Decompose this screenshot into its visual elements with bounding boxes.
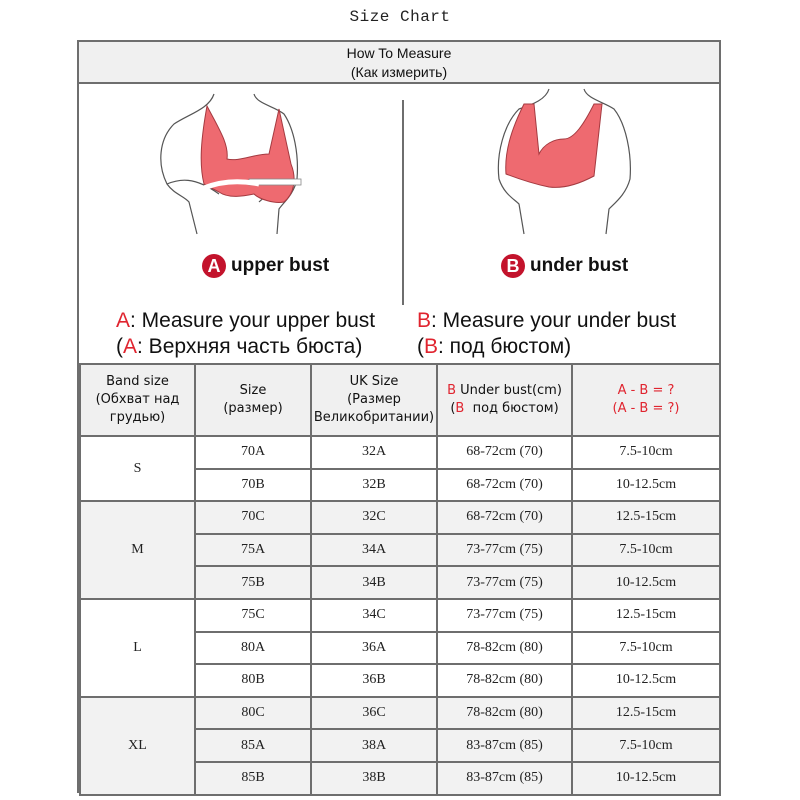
band-size-cell: XL [80, 697, 195, 795]
instruction-a-text-ru: : Верхняя часть бюста) [137, 335, 363, 358]
uk-size-cell: 38B [311, 762, 437, 795]
header-size [195, 364, 311, 436]
instruction-b-letter: B [417, 309, 432, 332]
upper-bust-measure-illustration-icon [79, 84, 404, 254]
size-cell: 70A [195, 436, 311, 469]
header-uk-size [311, 364, 437, 436]
under-bust-cell: 78-82cm (80) [437, 664, 572, 697]
header-text: Великобритании) [313, 410, 435, 425]
difference-cell: 12.5-15cm [572, 599, 720, 632]
difference-cell: 12.5-15cm [572, 697, 720, 730]
header-text: A - B = ? [617, 383, 675, 398]
upper-bust-caption: upper bust [231, 255, 330, 276]
uk-size-cell: 32A [311, 436, 437, 469]
difference-cell: 7.5-10cm [572, 436, 720, 469]
how-to-measure-header [79, 42, 719, 84]
size-cell: 75C [195, 599, 311, 632]
uk-size-cell: 34A [311, 534, 437, 567]
uk-size-cell: 34C [311, 599, 437, 632]
under-bust-cell: 68-72cm (70) [437, 469, 572, 502]
header-text: (A - B = ?) [612, 401, 680, 416]
header-text: UK Size [349, 374, 399, 389]
header-text: Band size [106, 374, 169, 389]
difference-cell: 10-12.5cm [572, 762, 720, 795]
table-row [80, 436, 720, 469]
under-bust-label [501, 254, 628, 278]
header-text: Size [239, 383, 267, 398]
paren: ( [116, 335, 123, 358]
size-cell: 70C [195, 501, 311, 534]
under-bust-cell: 73-77cm (75) [437, 534, 572, 567]
difference-cell: 7.5-10cm [572, 729, 720, 762]
under-bust-cell: 83-87cm (85) [437, 729, 572, 762]
uk-size-cell: 36C [311, 697, 437, 730]
header-band-size [80, 364, 195, 436]
instruction-a-letter: A [116, 309, 131, 332]
under-bust-cell: 73-77cm (75) [437, 566, 572, 599]
header-text: (Размер [347, 392, 401, 407]
how-to-measure-title: How To Measure [346, 45, 452, 61]
band-size-cell: M [80, 501, 195, 599]
size-cell: 75B [195, 566, 311, 599]
header-difference [572, 364, 720, 436]
under-bust-cell: 73-77cm (75) [437, 599, 572, 632]
under-bust-cell: 78-82cm (80) [437, 632, 572, 665]
uk-size-cell: 32C [311, 501, 437, 534]
header-red-letter: B [455, 401, 465, 416]
upper-bust-illustration-panel [79, 84, 404, 292]
size-cell: 85A [195, 729, 311, 762]
uk-size-cell: 38A [311, 729, 437, 762]
instruction-b-letter-ru: B [424, 335, 439, 358]
header-text: грудью) [109, 410, 166, 425]
badge-b: B [501, 254, 525, 278]
uk-size-cell: 36B [311, 664, 437, 697]
table-row [80, 501, 720, 534]
difference-cell: 7.5-10cm [572, 534, 720, 567]
instruction-a [116, 308, 375, 360]
instruction-b-text: : Measure your under bust [431, 309, 677, 332]
size-cell: 75A [195, 534, 311, 567]
size-table [79, 363, 721, 796]
difference-cell: 7.5-10cm [572, 632, 720, 665]
size-cell: 80A [195, 632, 311, 665]
instruction-a-letter-ru: A [123, 335, 138, 358]
difference-cell: 10-12.5cm [572, 469, 720, 502]
band-size-cell: L [80, 599, 195, 697]
under-bust-caption: under bust [530, 255, 629, 276]
uk-size-cell: 32B [311, 469, 437, 502]
instruction-a-text: : Measure your upper bust [130, 309, 376, 332]
table-header-row [80, 364, 720, 436]
size-cell: 80C [195, 697, 311, 730]
how-to-measure-title-ru: (Как измерить) [350, 64, 448, 80]
band-size-cell: S [80, 436, 195, 501]
badge-a: A [202, 254, 226, 278]
header-text: под бюстом) [464, 401, 559, 416]
header-text: Under bust(cm) [455, 383, 562, 398]
uk-size-cell: 36A [311, 632, 437, 665]
upper-bust-label [202, 254, 329, 278]
instruction-b [417, 308, 676, 360]
paren: ( [450, 401, 456, 416]
under-bust-measure-illustration-icon [404, 84, 719, 254]
instruction-b-text-ru: : под бюстом) [438, 335, 572, 358]
header-red-letter: B [447, 383, 456, 398]
table-row [80, 697, 720, 730]
difference-cell: 10-12.5cm [572, 664, 720, 697]
under-bust-illustration-panel [404, 84, 719, 292]
difference-cell: 10-12.5cm [572, 566, 720, 599]
page-title: Size Chart [349, 8, 451, 26]
size-cell: 85B [195, 762, 311, 795]
size-chart-frame [77, 40, 721, 793]
header-text: (Обхват над [95, 392, 180, 407]
header-under-bust [437, 364, 572, 436]
under-bust-cell: 83-87cm (85) [437, 762, 572, 795]
under-bust-cell: 78-82cm (80) [437, 697, 572, 730]
uk-size-cell: 34B [311, 566, 437, 599]
header-text: (размер) [223, 401, 283, 416]
under-bust-cell: 68-72cm (70) [437, 436, 572, 469]
size-cell: 80B [195, 664, 311, 697]
under-bust-cell: 68-72cm (70) [437, 501, 572, 534]
table-row [80, 599, 720, 632]
size-cell: 70B [195, 469, 311, 502]
paren: ( [417, 335, 424, 358]
difference-cell: 12.5-15cm [572, 501, 720, 534]
